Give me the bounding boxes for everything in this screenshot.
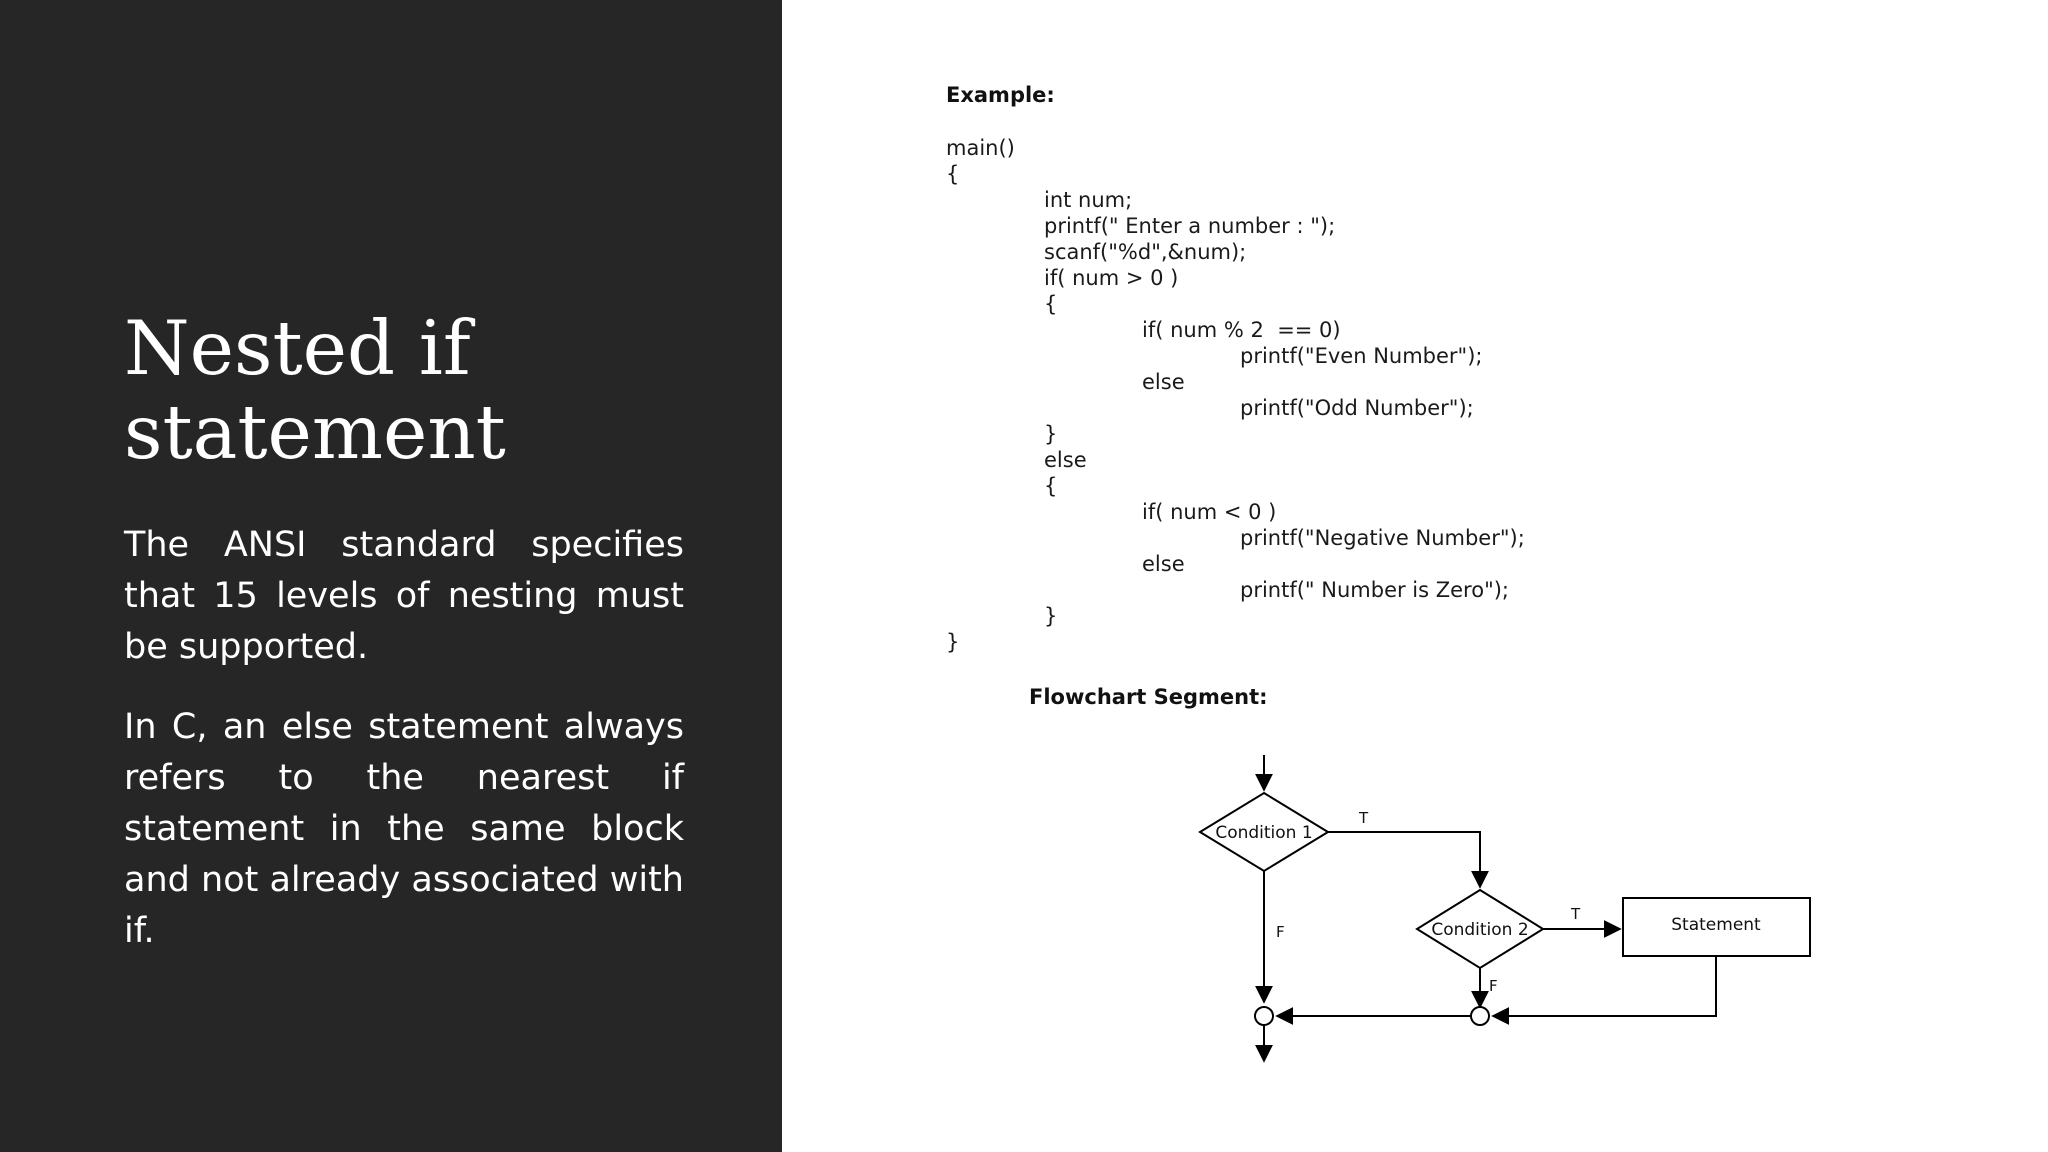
code-line: else [1142, 370, 1185, 394]
code-line: if( num % 2 == 0) [1142, 318, 1341, 342]
code-line: printf("Odd Number"); [1240, 396, 1474, 420]
true-label-1: T [1359, 809, 1369, 827]
paragraph-ansi-nesting: The ANSI standard specifies that 15 levels of nesting must be supported. [124, 525, 684, 667]
code-line: printf("Negative Number"); [1240, 526, 1525, 550]
code-line: if( num > 0 ) [1044, 266, 1179, 290]
flowchart-label: Flowchart Segment: [1029, 685, 1268, 709]
condition-1-label: Condition 1 [1215, 823, 1313, 843]
code-line: scanf("%d",&num); [1044, 240, 1247, 264]
true-label-2: T [1571, 905, 1581, 923]
statement-return-path [1493, 956, 1716, 1016]
code-line: if( num < 0 ) [1142, 500, 1277, 524]
paragraph-else-rule: In C, an else statement always refers to the nearest if statement in the same block and not already associated with if. [124, 707, 684, 951]
code-line: main() [946, 136, 1015, 160]
code-line: } [946, 630, 960, 654]
junction-2 [1471, 1007, 1489, 1025]
code-line: printf(" Number is Zero"); [1240, 578, 1510, 602]
code-line: } [1044, 604, 1058, 628]
code-line: else [1142, 552, 1185, 576]
code-line: int num; [1044, 188, 1133, 212]
junction-1 [1255, 1007, 1273, 1025]
code-line: { [1044, 474, 1058, 498]
code-line: else [1044, 448, 1087, 472]
condition-2-label: Condition 2 [1431, 920, 1529, 940]
false-label-2: F [1489, 977, 1498, 995]
false-label-1: F [1276, 923, 1285, 941]
true-path-1 [1328, 832, 1480, 887]
example-label: Example: [946, 83, 1055, 107]
code-line: printf(" Enter a number : "); [1044, 214, 1336, 238]
title-line-2: statement [124, 388, 506, 476]
code-line: } [1044, 422, 1058, 446]
code-line: printf("Even Number"); [1240, 344, 1483, 368]
title-line-1: Nested if [124, 304, 471, 392]
statement-label: Statement [1671, 915, 1761, 935]
code-line: { [1044, 292, 1058, 316]
code-line: { [946, 162, 960, 186]
